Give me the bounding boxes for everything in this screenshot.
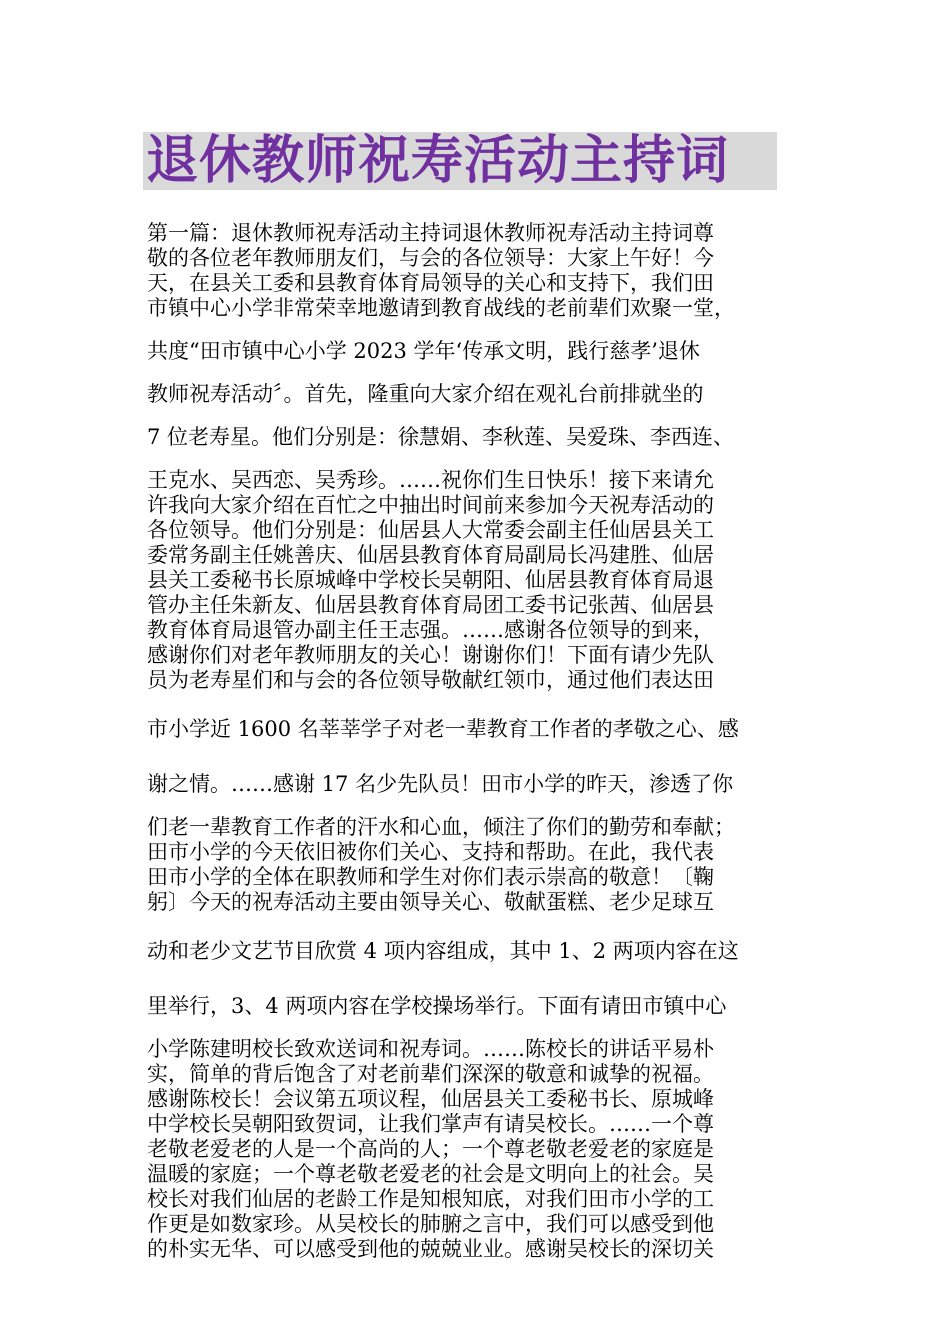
- body-line: 的朴实无华、可以感受到他的兢兢业业。感谢吴校长的深切关: [147, 1237, 714, 1261]
- body-line: 市小学近 1600 名莘莘学子对老一辈教育工作者的孝敬之心、感: [147, 717, 739, 741]
- body-line: 温暖的家庭；一个尊老敬老爱老的社会是文明向上的社会。吴: [147, 1162, 714, 1186]
- body-line: 谢之情。……感谢 17 名少先队员！田市小学的昨天，渗透了你: [147, 772, 734, 796]
- body-line: 里举行，3、4 两项内容在学校操场举行。下面有请田市镇中心: [147, 994, 727, 1018]
- body-line: 县关工委秘书长原城峰中学校长吴朝阳、仙居县教育体育局退: [147, 568, 714, 592]
- body-line: 动和老少文艺节目欣赏 4 项内容组成，其中 1、2 两项内容在这: [147, 939, 739, 963]
- body-line: 教育体育局退管办副主任王志强。……感谢各位领导的到来，: [147, 618, 714, 642]
- body-line: 许我向大家介绍在百忙之中抽出时间前来参加今天祝寿活动的: [147, 493, 714, 517]
- body-line: 委常务副主任姚善庆、仙居县教育体育局副局长冯建胜、仙居: [147, 543, 714, 567]
- body-line: 天，在县关工委和县教育体育局领导的关心和支持下，我们田: [147, 271, 714, 295]
- body-line: 7 位老寿星。他们分别是：徐慧娟、李秋莲、吴爱珠、李西连、: [147, 425, 735, 449]
- body-line: 市镇中心小学非常荣幸地邀请到教育战线的老前辈们欢聚一堂，: [147, 296, 735, 320]
- document-body: [147, 221, 807, 1262]
- body-line: 作更是如数家珍。从吴校长的肺腑之言中，我们可以感受到他: [147, 1212, 714, 1236]
- body-line: 小学陈建明校长致欢送词和祝寿词。……陈校长的讲话平易朴: [147, 1037, 714, 1061]
- body-line: 感谢你们对老年教师朋友的关心！谢谢你们！下面有请少先队: [147, 643, 714, 667]
- body-line: 各位领导。他们分别是：仙居县人大常委会副主任仙居县关工: [147, 518, 714, 542]
- body-line: 共度“田市镇中心小学 2023 学年‘传承文明，践行慈孝’退休: [147, 339, 700, 363]
- body-line: 敬的各位老年教师朋友们，与会的各位领导：大家上午好！今: [147, 246, 714, 270]
- body-line: 中学校长吴朝阳致贺词，让我们掌声有请吴校长。……一个尊: [147, 1112, 714, 1136]
- document-title: 退休教师祝寿活动主持词: [146, 131, 730, 191]
- body-line: 第一篇：退休教师祝寿活动主持词退休教师祝寿活动主持词尊: [147, 221, 714, 245]
- body-line: 们老一辈教育工作者的汗水和心血，倾注了你们的勤劳和奉献；: [147, 815, 735, 839]
- body-line: 老敬老爱老的人是一个高尚的人；一个尊老敬老爱老的家庭是: [147, 1137, 714, 1161]
- body-line: 实，简单的背后饱含了对老前辈们深深的敬意和诚挚的祝福。: [147, 1062, 714, 1086]
- body-line: 教师祝寿活动〞。首先，隆重向大家介绍在观礼台前排就坐的: [147, 382, 704, 406]
- body-line: 田市小学的全体在职教师和学生对你们表示崇高的敬意！〔鞠: [147, 865, 714, 889]
- body-line: 校长对我们仙居的老龄工作是知根知底，对我们田市小学的工: [147, 1187, 714, 1211]
- body-line: 躬〕今天的祝寿活动主要由领导关心、敬献蛋糕、老少足球互: [147, 890, 714, 914]
- body-line: 管办主任朱新友、仙居县教育体育局团工委书记张茜、仙居县: [147, 593, 714, 617]
- body-line: 王克水、吴西恋、吴秀珍。……祝你们生日快乐！接下来请允: [147, 468, 714, 492]
- body-line: 感谢陈校长！会议第五项议程，仙居县关工委秘书长、原城峰: [147, 1087, 714, 1111]
- body-line: 员为老寿星们和与会的各位领导敬献红领巾，通过他们表达田: [147, 668, 714, 692]
- body-line: 田市小学的今天依旧被你们关心、支持和帮助。在此，我代表: [147, 840, 714, 864]
